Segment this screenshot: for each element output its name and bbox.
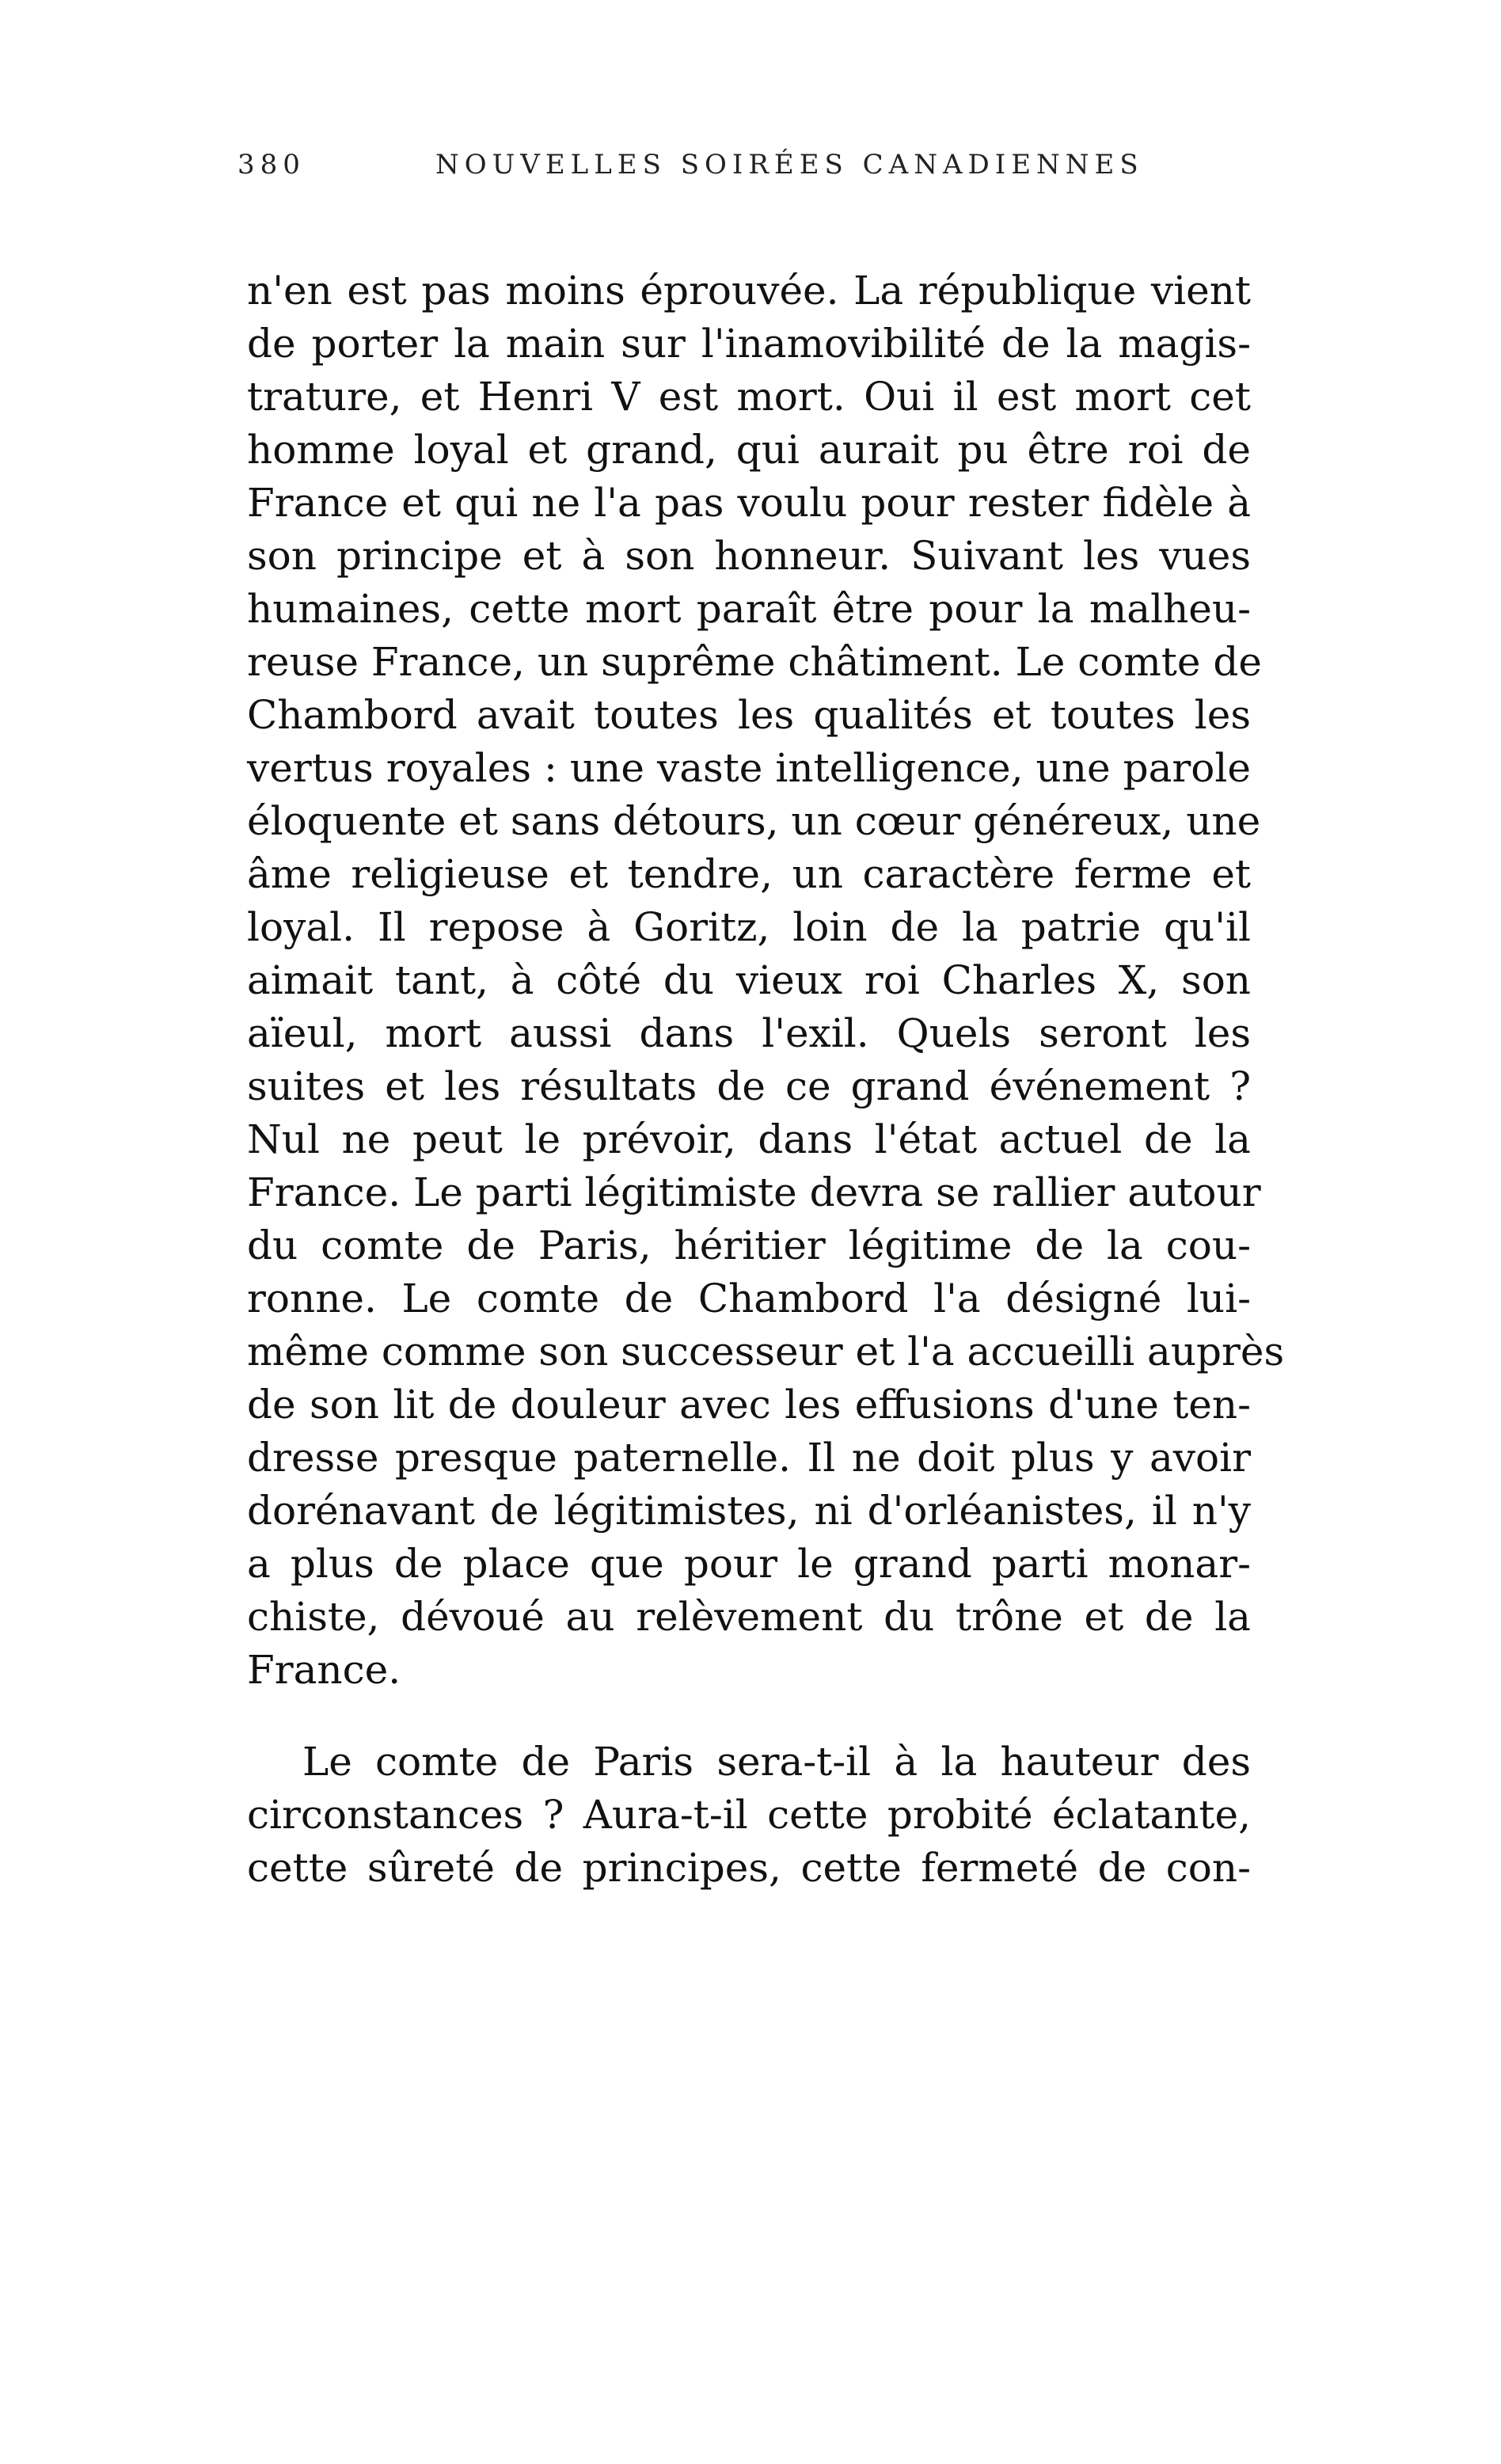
text-line: son principe et à son honneur. Suivant les vues — [247, 533, 1251, 579]
text-line: aimait tant, à côté du vieux roi Charles X, son — [247, 957, 1251, 1003]
paragraph-1 — [247, 264, 1285, 1697]
text-line: de son lit de douleur avec les effusions d'une ten- — [247, 1382, 1251, 1428]
text-line: Chambord avait toutes les qualités et toutes les — [247, 692, 1251, 738]
text-line: dorénavant de légitimistes, ni d'orléanistes, il n'y — [247, 1488, 1251, 1534]
page-number: 380 — [238, 149, 306, 181]
text-line: dresse presque paternelle. Il ne doit plus y avoir — [247, 1435, 1251, 1481]
text-line: France. — [247, 1647, 401, 1693]
text-line: n'en est pas moins éprouvée. La république vient — [247, 268, 1251, 314]
text-line: vertus royales : une vaste intelligence, une parole — [247, 745, 1251, 791]
text-line: France. Le parti légitimiste devra se rallier autour — [247, 1169, 1261, 1215]
text-line: du comte de Paris, héritier légitime de la cou- — [247, 1222, 1251, 1268]
text-line: éloquente et sans détours, un cœur généreux, une — [247, 798, 1261, 844]
text-line: Le comte de Paris sera-t-il à la hauteur des — [302, 1739, 1251, 1785]
text-line: aïeul, mort aussi dans l'exil. Quels seront les — [247, 1010, 1251, 1056]
text-line: homme loyal et grand, qui aurait pu être roi de — [247, 427, 1251, 473]
text-line: a plus de place que pour le grand parti monar- — [247, 1541, 1251, 1587]
text-line: même comme son successeur et l'a accueilli auprès — [247, 1329, 1285, 1375]
text-line: cette sûreté de principes, cette fermeté de con- — [247, 1845, 1251, 1891]
text-line: humaines, cette mort paraît être pour la malheu- — [247, 586, 1251, 632]
text-line: âme religieuse et tendre, un caractère ferme et — [247, 851, 1251, 897]
text-line: ronne. Le comte de Chambord l'a désigné lui- — [247, 1276, 1251, 1321]
text-line: France et qui ne l'a pas voulu pour rester fidèle à — [247, 480, 1251, 526]
paragraph-2 — [247, 1736, 1251, 1895]
running-title: NOUVELLES SOIRÉES CANADIENNES — [435, 149, 1144, 181]
text-line: circonstances ? Aura-t-il cette probité éclatante, — [247, 1792, 1251, 1838]
text-line: reuse France, un suprême châtiment. Le comte de — [247, 639, 1262, 685]
text-line: de porter la main sur l'inamovibilité de la magis- — [247, 321, 1251, 367]
text-line: suites et les résultats de ce grand événement ? — [247, 1063, 1251, 1109]
text-line: trature, et Henri V est mort. Oui il est mort cet — [247, 374, 1251, 420]
text-line: loyal. Il repose à Goritz, loin de la patrie qu'il — [247, 904, 1251, 950]
text-line: chiste, dévoué au relèvement du trône et de la — [247, 1594, 1251, 1640]
text-line: Nul ne peut le prévoir, dans l'état actuel de la — [247, 1116, 1251, 1162]
